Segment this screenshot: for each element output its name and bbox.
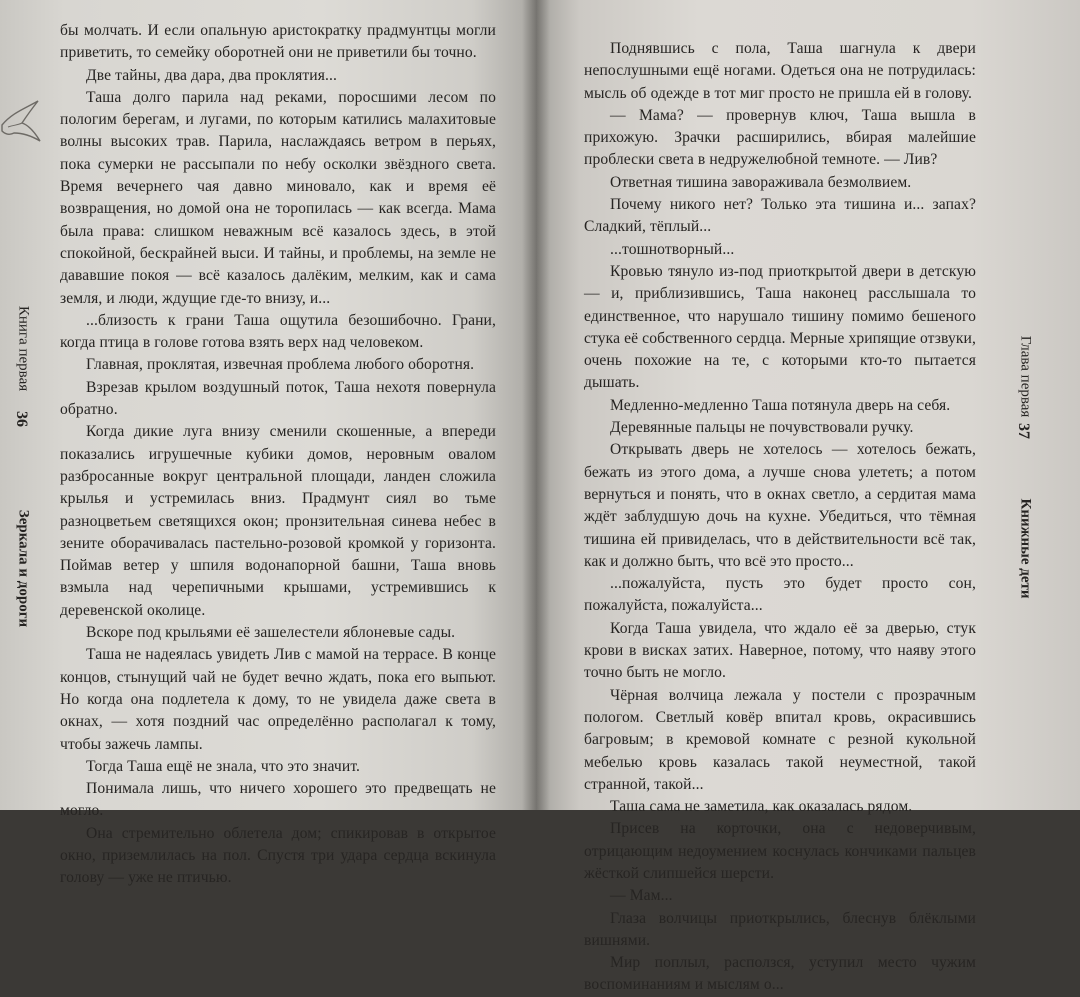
book-gutter (522, 0, 550, 810)
paragraph: Таша сама не заметила, как оказалась рядом. (610, 798, 913, 816)
paragraph: Кровью тянуло из-под приоткрытой двери в детскую — и, приблизившись, Таша наконец расслышала то единственное, что нарушало тишину помимо бешеного стука её собственного сердца. Мерные хрипящие отзвуки, очень похожие на те, с которыми кто-то пытается дышать. (584, 262, 976, 392)
paragraph: Таша не надеялась увидеть Лив с мамой на террасе. В конце концов, стынущий чай не будет вечно ждать, пока его выпьют. Но когда она подлетела к дому, то не увидела даже света в окнах, — хотя поздний час определённо располагал к тому, чтобы зажечь лампы. (60, 646, 496, 753)
right-page-body (584, 38, 976, 997)
paragraph: Понимала лишь, что ничего хорошего это предвещать не могло. (60, 780, 496, 820)
running-head-section: Книга первая (15, 305, 32, 392)
paragraph: Медленно-медленно Таша потянула дверь на себя. (610, 396, 951, 414)
paragraph: Поднявшись с пола, Таша шагнула к двери непослушными ещё ногами. Одеться она не потрудилась: мысль об одежде в тот миг просто не пришла ей в голову. (584, 40, 976, 102)
paragraph: ...тошнотворный... (610, 240, 735, 258)
paragraph: ...близость к грани Таша ощутила безошибочно. Грани, когда птица в голове готова взять верх над человеком. (60, 311, 496, 352)
left-page-body (60, 20, 496, 890)
paragraph: Присев на корточки, она с недоверчивым, отрицающим недоумением коснулась кончиками пальцев жёсткой слипшейся шерсти. (584, 820, 976, 882)
running-head-section: Глава первая (1017, 335, 1034, 418)
paragraph: Чёрная волчица лежала у постели с прозрачным пологом. Светлый ковёр впитал кровь, окрасившись багровым; в кремовой комнате с резной кукольной мебелью кровь казалась такой неуместной, такой странной, такой... (584, 686, 976, 793)
paragraph: Деревянные пальцы не почувствовали ручку. (610, 419, 914, 437)
paragraph: Она стремительно облетела дом; спикировав в открытое окно, приземлилась на пол. Спустя три удара сердца вскинула голову — уже не птичью. (60, 824, 496, 887)
paragraph: Почему никого нет? Только эта тишина и... запах? Сладкий, тёплый... (584, 196, 976, 236)
page-number: 36 (13, 411, 30, 427)
paragraph: Тогда Таша ещё не знала, что это значит. (86, 757, 361, 775)
paragraph: Открывать дверь не хотелось — хотелось бежать, бежать из этого дома, а лучше снова улететь; а потом вернуться и понять, что в окнах светло, а сердитая мама ждёт заблудшую дочь на кухне. Убедиться, что тёмная тишина ей привиделась, что в действительности всё так, как и должно быть, что всё это просто... (584, 441, 976, 570)
paragraph: ...пожалуйста, пусть это будет просто сон, пожалуйста, пожалуйста... (584, 575, 976, 615)
paragraph: Главная, проклятая, извечная проблема любого оборотня. (86, 356, 475, 374)
page-number: 37 (1015, 423, 1032, 439)
running-head-title: Книжные дети (1017, 498, 1034, 599)
paragraph: бы молчать. И если опальную аристократку прадмунтцы могли приветить, то семейку оборотней они не приветили бы точно. (60, 22, 496, 62)
paragraph: Когда Таша увидела, что ждало её за дверью, стук крови в висках затих. Наверное, потому, что наяву этого точно быть не могло. (584, 619, 976, 682)
swallow-ornament-icon (0, 95, 42, 155)
paragraph: Когда дикие луга внизу сменили скошенные, а впереди показались игрушечные кубики домов, неровным овалом разбросанные вокруг центральной площади, ланден сложила крылья и устремилась вниз. Прадмунт сиял во тьме разноцветьем светящихся окон; пронзительная синева небес в зените оборачивалась пастельно-розовой кромкой у горизонта. Поймав ветер у шпиля водонапорной башни, Таша вновь взмыла над черепичными крышами, устремившись к деревенской околице. (60, 423, 496, 619)
left-page (0, 0, 536, 887)
paragraph: Таша долго парила над реками, поросшими лесом по пологим берегам, и лугами, по которым катились малахитовые волны высоких трав. Парила, наслаждаясь ветром в перьях, пока сумерки не рассыпали по небу осколки звёздного света. Время вечернего чая давно миновало, как и время её возвращения, но домой она не торопилась — как всегда. Мама была права: слишком неважным всё казалось здесь, в этой спокойной, бескрайней выси. И тайны, и проблемы, на земле не дававшие покоя — всё казалось далёким, мелким, как и сама земля, и люди, ждущие где-то внизу, и... (60, 88, 496, 307)
paragraph: — Мама? — провернув ключ, Таша вышла в прихожую. Зрачки расширились, вбирая малейшие проблески света в недружелюбной темноте. — Лив? (584, 106, 976, 169)
running-head-title: Зеркала и дороги (15, 509, 32, 628)
paragraph: Мир поплыл, расползся, уступил место чужим воспоминаниям и мыслям о... (584, 954, 976, 994)
paragraph: Ответная тишина завораживала безмолвием. (610, 173, 912, 191)
paragraph: — Мам... (610, 887, 673, 905)
paragraph: Вскоре под крыльями её зашелестели яблоневые сады. (86, 624, 456, 642)
paragraph: Взрезав крылом воздушный поток, Таша нехотя повернула обратно. (60, 378, 496, 419)
paragraph: Две тайны, два дара, два проклятия... (86, 66, 338, 84)
paragraph: Глаза волчицы приоткрылись, блеснув блёклыми вишнями. (584, 909, 976, 949)
